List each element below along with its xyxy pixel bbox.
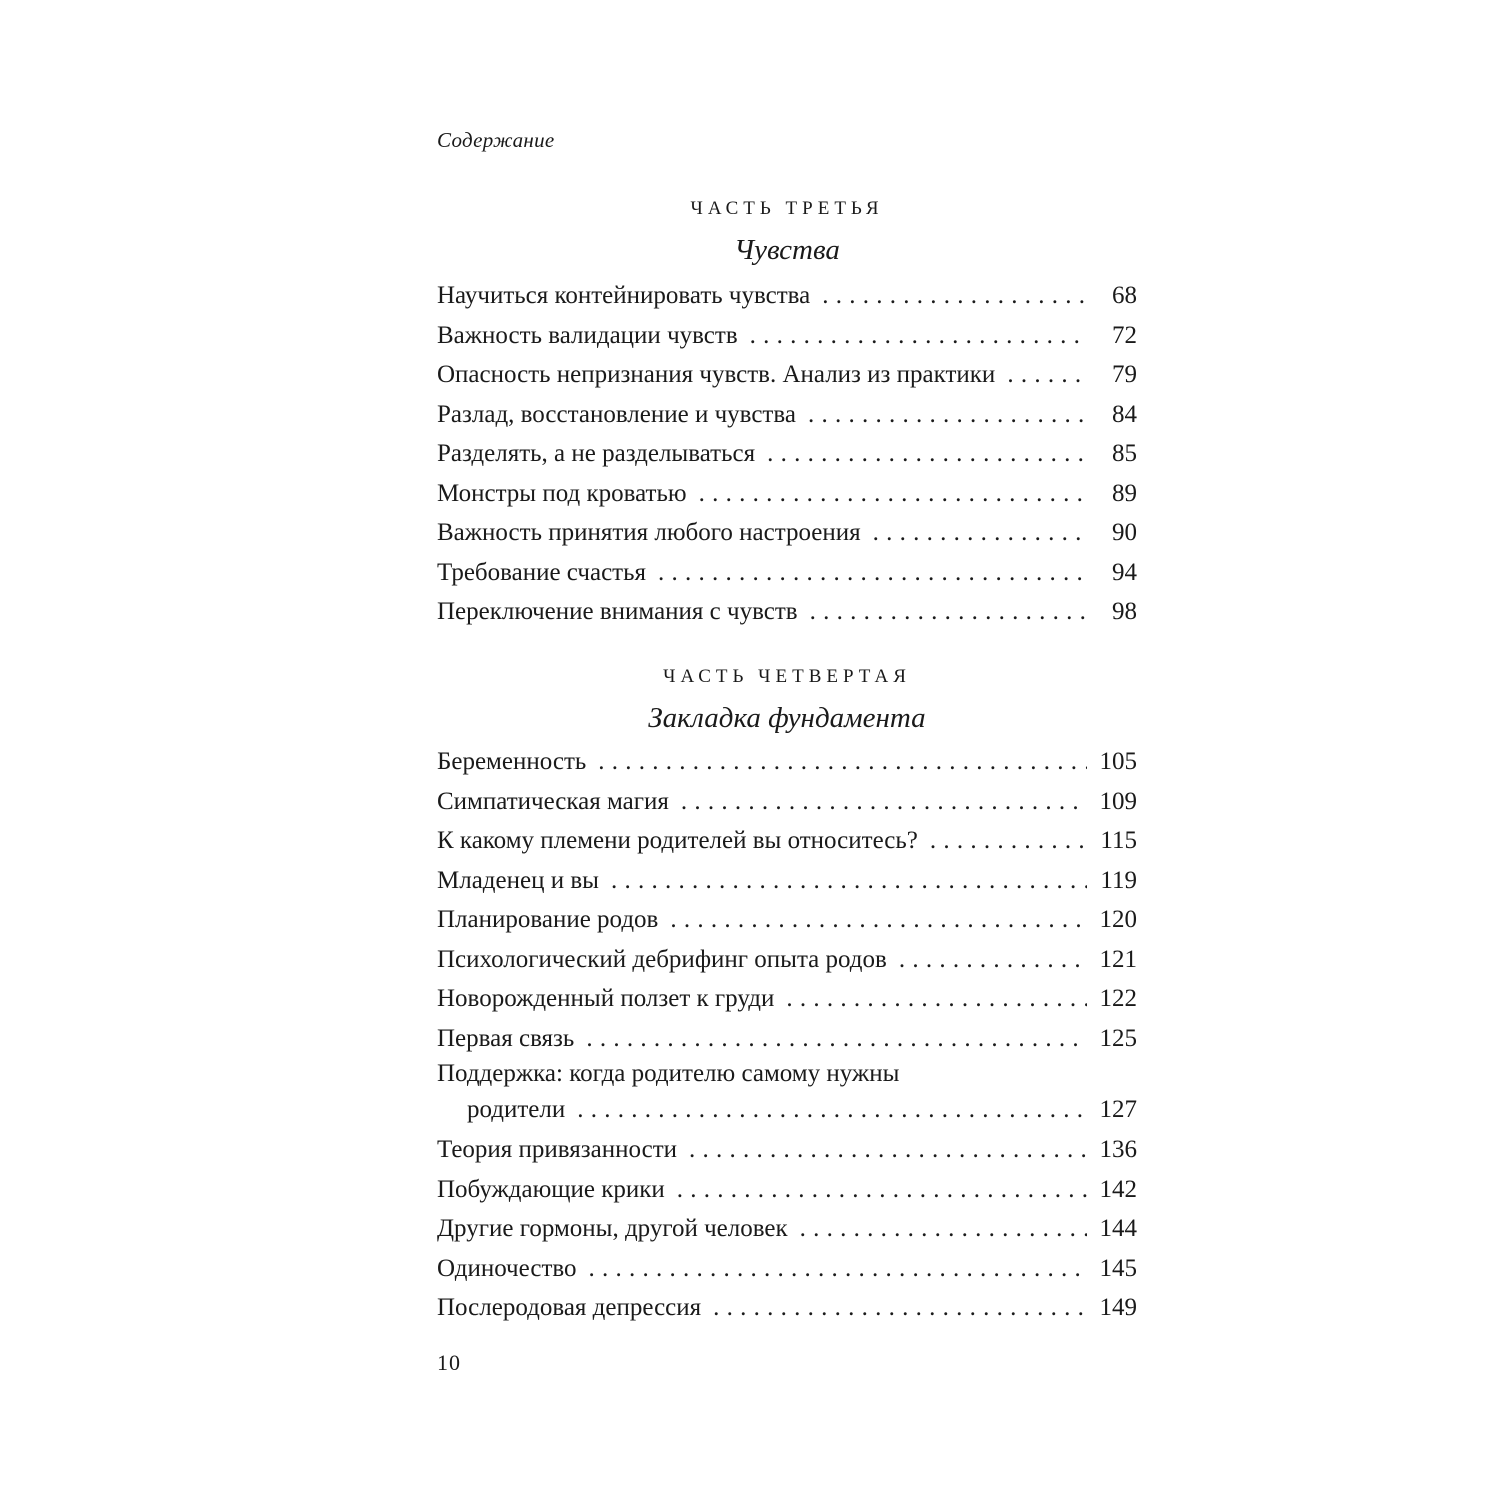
dot-leader bbox=[930, 821, 1087, 861]
dot-leader bbox=[598, 742, 1087, 782]
dot-leader bbox=[786, 979, 1087, 1019]
dot-leader bbox=[810, 592, 1087, 632]
toc-entry[interactable] bbox=[437, 316, 1137, 356]
entry-title: Переключение внимания с чувств bbox=[437, 598, 798, 625]
toc-entry[interactable] bbox=[437, 1058, 1137, 1130]
entry-page: 98 bbox=[1112, 598, 1137, 625]
entry-page: 72 bbox=[1112, 321, 1137, 349]
dot-leader bbox=[899, 940, 1087, 980]
toc-entry[interactable] bbox=[437, 1209, 1137, 1249]
entry-title: Поддержка: когда родителю самому нужны bbox=[437, 1060, 900, 1087]
entry-title: Беременность bbox=[437, 748, 587, 775]
entry-page: 90 bbox=[1112, 519, 1137, 546]
toc-entry[interactable] bbox=[437, 742, 1137, 782]
entry-title: Побуждающие крики bbox=[437, 1175, 665, 1203]
entry-title: Первая связь bbox=[437, 1024, 575, 1052]
entry-title: Разлад, восстановление и чувства bbox=[437, 400, 796, 428]
dot-leader bbox=[750, 316, 1087, 356]
entry-page: 105 bbox=[1099, 748, 1137, 775]
entry-page: 68 bbox=[1112, 282, 1137, 309]
toc-entry[interactable] bbox=[437, 861, 1137, 901]
entry-title: Другие гормоны, другой человек bbox=[437, 1215, 788, 1242]
dot-leader bbox=[713, 1288, 1087, 1328]
toc-entry[interactable] bbox=[437, 1288, 1137, 1328]
toc-entry[interactable] bbox=[437, 434, 1137, 474]
entry-page: 142 bbox=[1099, 1175, 1137, 1203]
entry-page: 125 bbox=[1099, 1024, 1137, 1052]
dot-leader bbox=[873, 513, 1087, 553]
entry-title: Научиться контейнировать чувства bbox=[437, 282, 811, 309]
toc-entry[interactable] bbox=[437, 782, 1137, 822]
entry-title: Планирование родов bbox=[437, 906, 659, 933]
entry-title: Монстры под кроватью bbox=[437, 479, 687, 507]
entry-title: Младенец и вы bbox=[437, 866, 599, 894]
dot-leader bbox=[808, 395, 1087, 435]
toc-entry[interactable] bbox=[437, 900, 1137, 940]
entry-title: Новорожденный ползет к груди bbox=[437, 985, 775, 1012]
dot-leader bbox=[577, 1090, 1087, 1130]
dot-leader bbox=[586, 1019, 1087, 1059]
toc-list bbox=[437, 276, 1137, 632]
entry-title: Психологический дебрифинг опыта родов bbox=[437, 945, 887, 973]
dot-leader bbox=[822, 276, 1087, 316]
toc-entry[interactable] bbox=[437, 395, 1137, 435]
entry-title: Важность принятия любого настроения bbox=[437, 519, 861, 546]
part-four bbox=[437, 664, 1137, 1328]
entry-title: Опасность непризнания чувств. Анализ из практики bbox=[437, 361, 996, 388]
toc-list bbox=[437, 742, 1137, 1328]
part-title: Чувства bbox=[734, 234, 840, 266]
entry-title: Важность валидации чувств bbox=[437, 321, 738, 349]
entry-page: 94 bbox=[1112, 558, 1137, 586]
page-number: 10 bbox=[437, 1350, 461, 1375]
dot-leader bbox=[658, 553, 1087, 593]
part-label: ЧАСТЬ ТРЕТЬЯ bbox=[690, 198, 884, 219]
part-label: ЧАСТЬ ЧЕТВЕРТАЯ bbox=[663, 666, 911, 687]
entry-title: Теория привязанности bbox=[437, 1136, 678, 1163]
toc-entry[interactable] bbox=[437, 1019, 1137, 1059]
entry-title: Симпатическая магия bbox=[437, 787, 669, 815]
entry-page: 79 bbox=[1112, 361, 1137, 388]
entry-title: Разделять, а не разделываться bbox=[437, 440, 756, 467]
entry-page: 122 bbox=[1099, 985, 1137, 1012]
entry-title: Одиночество bbox=[437, 1254, 577, 1282]
toc-entry[interactable] bbox=[437, 1170, 1137, 1210]
toc-entry[interactable] bbox=[437, 276, 1137, 316]
entry-page: 119 bbox=[1100, 866, 1137, 894]
entry-page: 120 bbox=[1099, 906, 1137, 933]
dot-leader bbox=[589, 1249, 1087, 1289]
toc-entry[interactable] bbox=[437, 355, 1137, 395]
toc-entry[interactable] bbox=[437, 821, 1137, 861]
entry-page: 89 bbox=[1112, 479, 1137, 507]
entry-page: 109 bbox=[1099, 787, 1137, 815]
dot-leader bbox=[689, 1130, 1087, 1170]
dot-leader bbox=[670, 900, 1087, 940]
part-three bbox=[437, 196, 1137, 632]
entry-page: 127 bbox=[1099, 1096, 1137, 1123]
dot-leader bbox=[699, 474, 1087, 514]
toc-entry[interactable] bbox=[437, 979, 1137, 1019]
toc-entry[interactable] bbox=[437, 513, 1137, 553]
entry-title: К какому племени родителей вы относитесь? bbox=[437, 827, 918, 854]
entry-page: 144 bbox=[1099, 1215, 1137, 1242]
part-title: Закладка фундамента bbox=[648, 702, 926, 734]
toc-entry[interactable] bbox=[437, 553, 1137, 593]
dot-leader bbox=[677, 1170, 1087, 1210]
toc-entry[interactable] bbox=[437, 1249, 1137, 1289]
dot-leader bbox=[1007, 355, 1087, 395]
entry-page: 136 bbox=[1099, 1136, 1137, 1163]
toc-entry[interactable] bbox=[437, 592, 1137, 632]
entry-page: 145 bbox=[1099, 1254, 1137, 1282]
toc-entry[interactable] bbox=[437, 940, 1137, 980]
toc-entry[interactable] bbox=[437, 474, 1137, 514]
dot-leader bbox=[800, 1209, 1087, 1249]
dot-leader bbox=[767, 434, 1087, 474]
entry-page: 149 bbox=[1099, 1294, 1137, 1321]
entry-title-continued: родители bbox=[467, 1096, 566, 1123]
entry-page: 85 bbox=[1112, 440, 1137, 467]
running-head: Содержание bbox=[437, 128, 555, 152]
entry-title: Требование счастья bbox=[437, 558, 646, 586]
entry-page: 84 bbox=[1112, 400, 1137, 428]
book-page bbox=[437, 0, 1137, 1500]
dot-leader bbox=[611, 861, 1087, 901]
dot-leader bbox=[681, 782, 1087, 822]
entry-page: 121 bbox=[1099, 945, 1137, 973]
entry-title: Послеродовая депрессия bbox=[437, 1294, 702, 1321]
toc-entry[interactable] bbox=[437, 1130, 1137, 1170]
entry-page: 115 bbox=[1100, 827, 1137, 854]
